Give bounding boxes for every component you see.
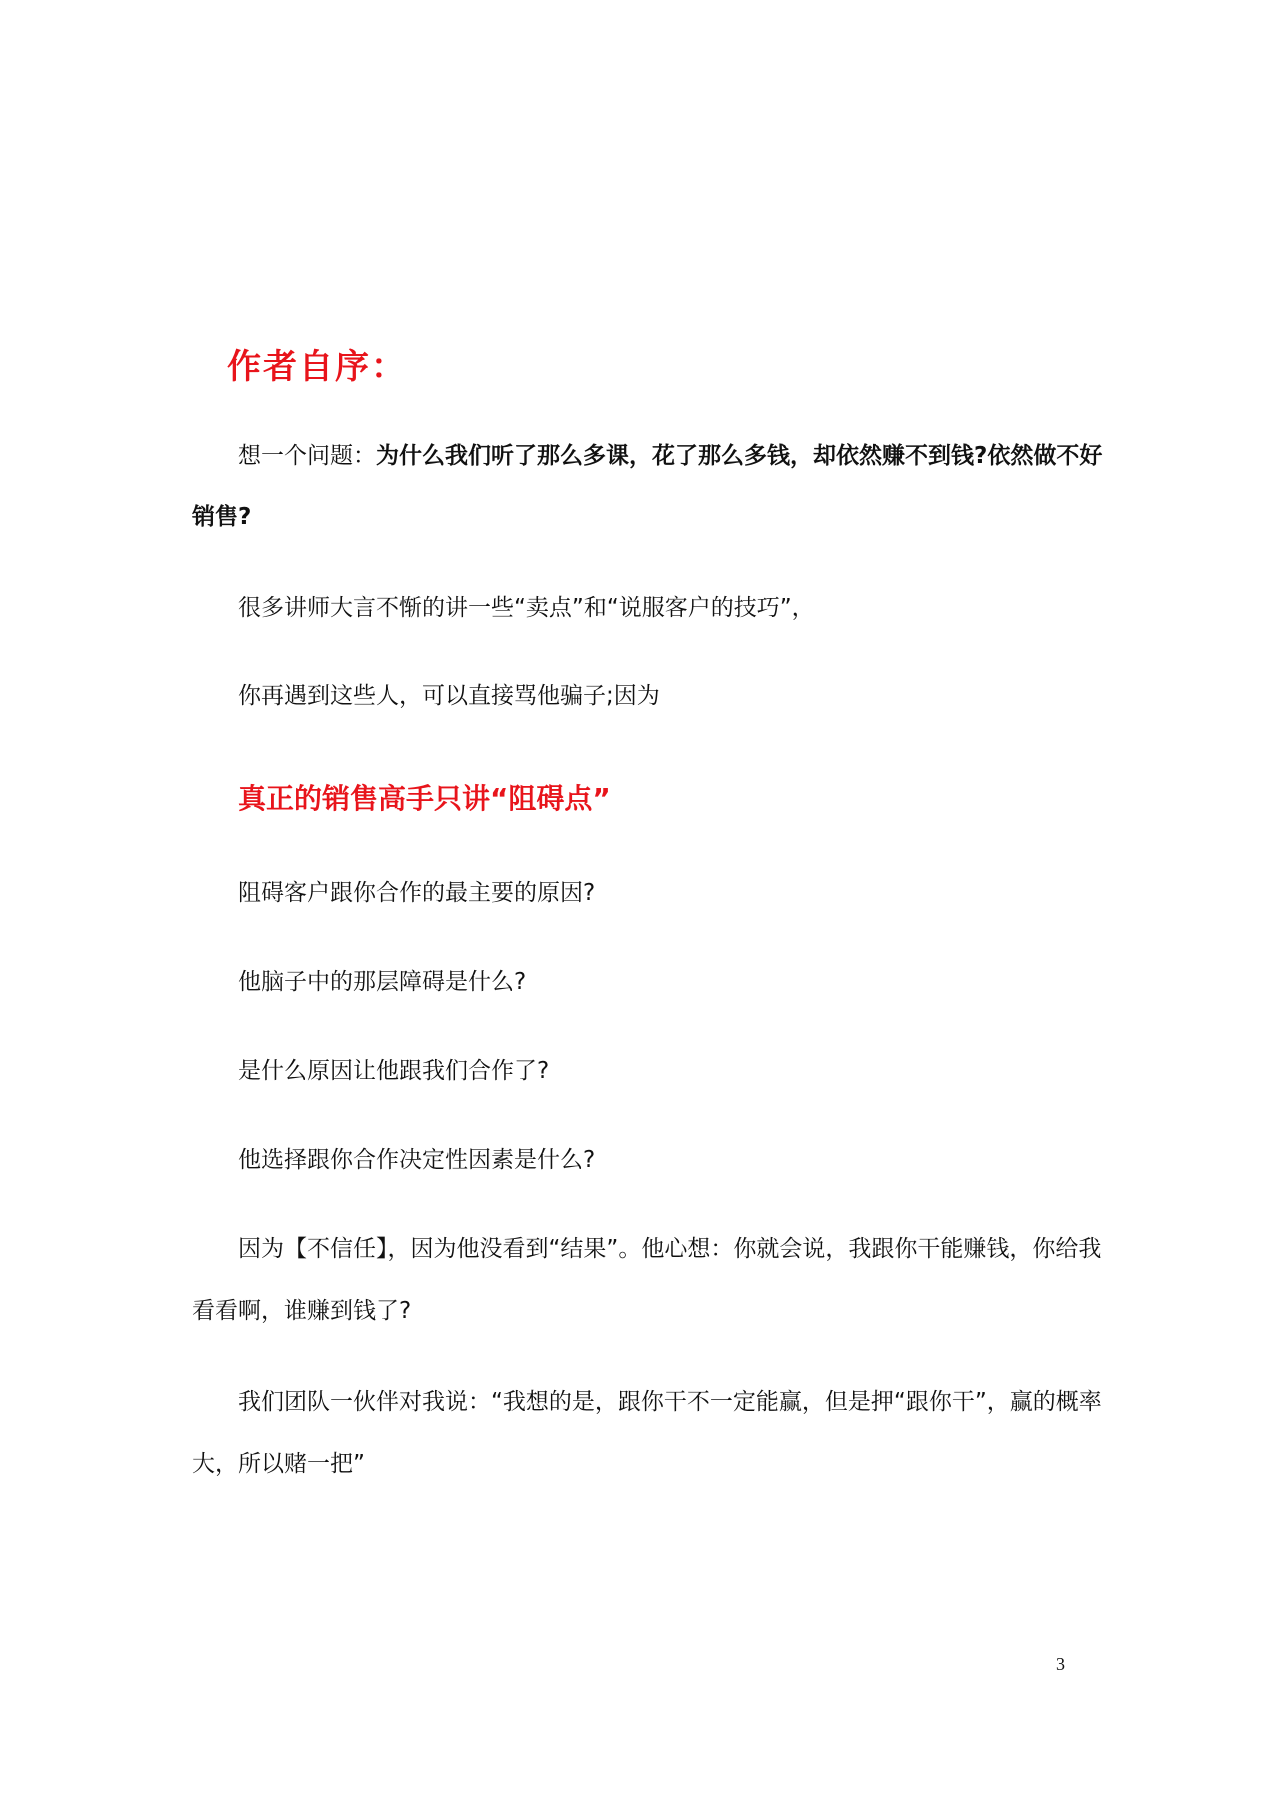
question-bold-text: 为什么我们听了那么多课，花了那么多钱，却依然赚不到钱?依然做不好 — [376, 443, 1103, 469]
paragraph-distrust-line-2: 看看啊，谁赚到钱了? — [192, 1298, 412, 1324]
question-item: 是什么原因让他跟我们合作了? — [238, 1058, 550, 1084]
paragraph-many-lecturers: 很多讲师大言不惭的讲一些“卖点”和“说服客户的技巧”， — [238, 595, 815, 621]
paragraph-partner-line-2: 大，所以赌一把” — [192, 1451, 365, 1477]
section-subheading: 真正的销售高手只讲“阻碍点” — [238, 782, 611, 815]
question-item: 阻碍客户跟你合作的最主要的原因? — [238, 880, 596, 906]
page-title: 作者自序： — [227, 347, 407, 387]
page-number: 3 — [1056, 1654, 1065, 1674]
paragraph-distrust-line-1: 因为【不信任】，因为他没看到“结果”。他心想：你就会说，我跟你干能赚钱，你给我 — [238, 1236, 1102, 1262]
question-line-2: 销售? — [192, 504, 252, 530]
question-line-1 — [238, 440, 1102, 472]
question-item: 他脑子中的那层障碍是什么? — [238, 969, 527, 995]
paragraph-meet-again: 你再遇到这些人，可以直接骂他骗子;因为 — [238, 683, 660, 709]
paragraph-partner-line-1: 我们团队一伙伴对我说：“我想的是，跟你干不一定能赢，但是押“跟你干”，赢的概率 — [238, 1389, 1102, 1415]
question-lead: 想一个问题： — [238, 443, 376, 469]
question-item: 他选择跟你合作决定性因素是什么? — [238, 1147, 596, 1173]
